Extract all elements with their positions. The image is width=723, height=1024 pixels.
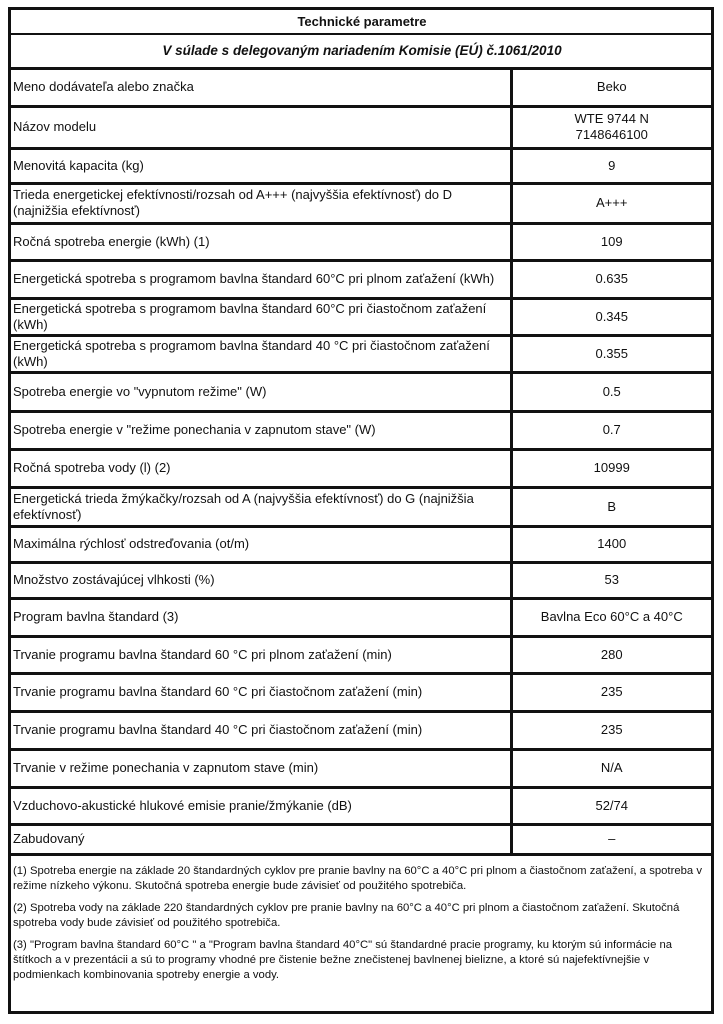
model-name: WTE 9744 N [574, 111, 649, 126]
parameter-label: Spotreba energie v "režime ponechania v zapnutom stave" (W) [11, 411, 511, 449]
table-row [11, 335, 711, 372]
parameter-value: 0.345 [511, 298, 711, 335]
footnotes [11, 853, 711, 983]
table-row [11, 487, 711, 526]
parameter-value: – [511, 824, 711, 853]
table-row [11, 298, 711, 335]
parameter-value: A+++ [511, 183, 711, 223]
table-row [11, 449, 711, 487]
regulation-subtitle: V súlade s delegovaným nariadením Komisie (EÚ) č.1061/2010 [11, 34, 711, 68]
parameter-value: 1400 [511, 526, 711, 562]
table-row [11, 749, 711, 787]
parameter-label: Spotreba energie vo "vypnutom režime" (W) [11, 372, 511, 411]
parameter-value: 0.7 [511, 411, 711, 449]
footnote-3: (3) "Program bavlna štandard 60°C " a "Program bavlna štandard 40°C" sú štandardné pracie programy, ku ktorým sú informácie na štítkoch a v prezentácii a sú to programy vhodné pre čistenie bežne znečistenej bavlnenej bielizne, a ktoré sú najefektívnejšie v podmienkach kombinovania spotreby energie a vody. [13, 939, 673, 981]
table-row [11, 223, 711, 260]
table-row [11, 824, 711, 853]
parameter-label: Maximálna rýchlosť odstreďovania (ot/m) [11, 526, 511, 562]
parameter-label: Program bavlna štandard (3) [11, 598, 511, 636]
parameter-label: Vzduchovo-akustické hlukové emisie pranie/žmýkanie (dB) [11, 787, 511, 824]
parameter-value [511, 106, 711, 148]
parameter-value: 109 [511, 223, 711, 260]
parameter-value: 0.355 [511, 335, 711, 372]
parameter-value: B [511, 487, 711, 526]
table-row [11, 598, 711, 636]
parameter-label: Zabudovaný [11, 824, 511, 853]
parameter-label: Menovitá kapacita (kg) [11, 148, 511, 183]
table-row [11, 636, 711, 673]
parameter-value: 0.635 [511, 260, 711, 298]
table-row [11, 68, 711, 106]
table-row [11, 711, 711, 749]
table-row [11, 148, 711, 183]
parameter-label: Energetická trieda žmýkačky/rozsah od A (najvyššia efektívnosť) do G (najnižšia efektívnosť) [11, 487, 511, 526]
parameter-label: Ročná spotreba energie (kWh) (1) [11, 223, 511, 260]
parameter-value: Bavlna Eco 60°C a 40°C [511, 598, 711, 636]
table-row [11, 787, 711, 824]
parameter-label: Trvanie v režime ponechania v zapnutom stave (min) [11, 749, 511, 787]
parameter-label: Ročná spotreba vody (l) (2) [11, 449, 511, 487]
parameter-label: Meno dodávateľa alebo značka [11, 68, 511, 106]
parameter-value: 9 [511, 148, 711, 183]
parameter-value: 52/74 [511, 787, 711, 824]
parameter-value: 280 [511, 636, 711, 673]
parameter-value: 235 [511, 711, 711, 749]
parameter-value: 53 [511, 562, 711, 598]
parameter-value: N/A [511, 749, 711, 787]
parameter-label: Energetická spotreba s programom bavlna štandard 40 °C pri čiastočnom zaťažení (kWh) [11, 335, 511, 372]
table-row [11, 106, 711, 148]
table-row [11, 673, 711, 711]
parameter-label: Energetická spotreba s programom bavlna štandard 60°C pri plnom zaťažení (kWh) [11, 260, 511, 298]
footnote-1: (1) Spotreba energie na základe 20 štandardných cyklov pre pranie bavlny na 60°C a 40°C pri plnom a čiastočnom zaťažení, a spotreba v režime nízkeho výkonu. Skutočná spotreba energie bude závisieť od použitého spotrebiča. [13, 865, 702, 892]
technical-parameters-sheet [8, 7, 714, 1014]
parameter-value: Beko [511, 68, 711, 106]
table-title: Technické parametre [297, 13, 427, 29]
parameter-value: 0.5 [511, 372, 711, 411]
parameter-label: Trieda energetickej efektívnosti/rozsah od A+++ (najvyššia efektívnosť) do D (najnižšia efektívnosť) [11, 183, 511, 223]
parameter-label: Trvanie programu bavlna štandard 60 °C pri čiastočnom zaťažení (min) [11, 673, 511, 711]
table-row [11, 260, 711, 298]
table-row [11, 411, 711, 449]
parameter-label: Trvanie programu bavlna štandard 40 °C pri čiastočnom zaťažení (min) [11, 711, 511, 749]
parameter-label: Názov modelu [11, 106, 511, 148]
parameter-value: 10999 [511, 449, 711, 487]
parameter-label: Trvanie programu bavlna štandard 60 °C pri plnom zaťažení (min) [11, 636, 511, 673]
parameter-label: Energetická spotreba s programom bavlna štandard 60°C pri čiastočnom zaťažení (kWh) [11, 298, 511, 335]
model-number: 7148646100 [575, 127, 648, 142]
table-row [11, 183, 711, 223]
table-row [11, 562, 711, 598]
table-row [11, 526, 711, 562]
parameter-value: 235 [511, 673, 711, 711]
parameter-label: Množstvo zostávajúcej vlhkosti (%) [11, 562, 511, 598]
parameters-table [11, 10, 711, 853]
table-row [11, 372, 711, 411]
footnote-2: (2) Spotreba vody na základe 220 štandardných cyklov pre pranie bavlny na 60°C a 40°C pri plnom a čiastočnom zaťažení. Skutočná spotreba vody bude závisieť od použitého spotrebiča. [13, 902, 680, 929]
